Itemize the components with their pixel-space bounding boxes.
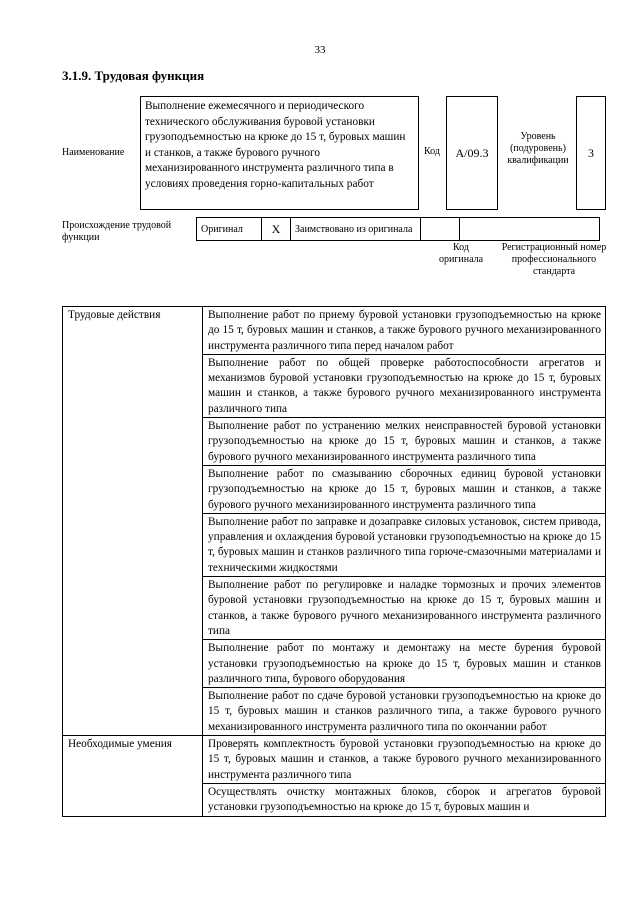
function-details-table [62,306,606,817]
level-value: 3 [588,145,594,160]
reg-number-cell [460,218,600,241]
borrowed-label: Заимствовано из оригинала [291,218,421,241]
table-row [63,736,606,784]
code-value-box [446,96,498,210]
labor-action: Выполнение работ по смазыванию сборочных единиц буровой установки грузоподъемностью на крюке до 15 т, буровых машин и станков, а также бурового ручного механизированного инструмента различного типа [203,465,606,513]
section-heading: Трудовые действия [63,307,203,736]
origin-label: Происхождение трудовой функции [62,220,172,243]
labor-action: Выполнение работ по сдаче буровой установки грузоподъемностью на крюке до 15 т, буровых машин и станков различного типа, а также бурового ручного механизированного инструмента различного типа по окончании работ [203,688,606,736]
labor-action: Выполнение работ по устранению мелких неисправностей буровой установки грузоподъемностью на крюке до 15 т, буровых машин и станков, а также бурового ручного механизированного инструмента различного типа [203,418,606,466]
original-label: Оригинал [201,223,243,235]
code-label: Код [424,146,440,157]
labor-action: Выполнение работ по общей проверке работоспособности агрегатов и механизмов буровой установки грузоподъемностью на крюке до 15 т, буровых машин и станков, а также бурового ручного механизированного инструмента различного типа [203,354,606,417]
labor-action: Выполнение работ по регулировке и наладке тормозных и прочих элементов буровой установки грузоподъемностью на крюке до 15 т, буровых машин и станков, а также бурового ручного механизированного инструмента различного типа [203,577,606,640]
level-value-box [576,96,606,210]
labor-action: Выполнение работ по заправке и дозаправке силовых установок, систем привода, управления и охлаждения буровой установки грузоподъемностью на крюке до 15 т, буровых машин и станков различного типа горюче-смазочными материалами и техническими жидкостями [203,513,606,576]
name-label: Наименование [62,147,125,158]
original-mark: X [262,218,291,241]
code-original-cell [421,218,460,241]
labor-action: Выполнение работ по приему буровой установки грузоподъемностью на крюке до 15 т, буровых машин и станков, а также бурового ручного механизированного инструмента различного типа перед началом работ [203,307,606,355]
section-heading: Необходимые умения [63,736,203,816]
code-value: А/09.3 [455,145,489,160]
labor-action: Выполнение работ по монтажу и демонтажу на месте бурения буровой установки грузоподъемностью на крюке до 15 т, буровых машин и станков различного типа, бурового оборудования [203,640,606,688]
code-original-caption: Код оригинала [438,242,484,265]
function-name-box: Выполнение ежемесячного и периодического технического обслуживания буровой установки грузоподъемностью на крюке до 15 т, буровых машин и станков, а также бурового ручного механизированного инструмента различного типа в условиях проведения горно-капитальных работ [140,96,419,210]
required-skill: Осуществлять очистку монтажных блоков, сборок и агрегатов буровой установки грузоподъемностью на крюке до 15 т, буровых машин и [203,783,606,816]
page-bottom-margin [0,885,640,905]
origin-table [196,217,600,241]
section-title: 3.1.9. Трудовая функция [62,68,205,83]
original-cell [197,218,262,241]
reg-number-caption: Регистрационный номер профессионального стандарта [501,242,607,277]
page-number: 33 [314,44,326,56]
required-skill: Проверять комплектность буровой установки грузоподъемностью на крюке до 15 т, буровых машин и станков, а также бурового ручного механизированного инструмента различного типа [203,736,606,784]
level-label: Уровень (подуровень) квалификации [507,131,569,166]
table-row [63,307,606,355]
